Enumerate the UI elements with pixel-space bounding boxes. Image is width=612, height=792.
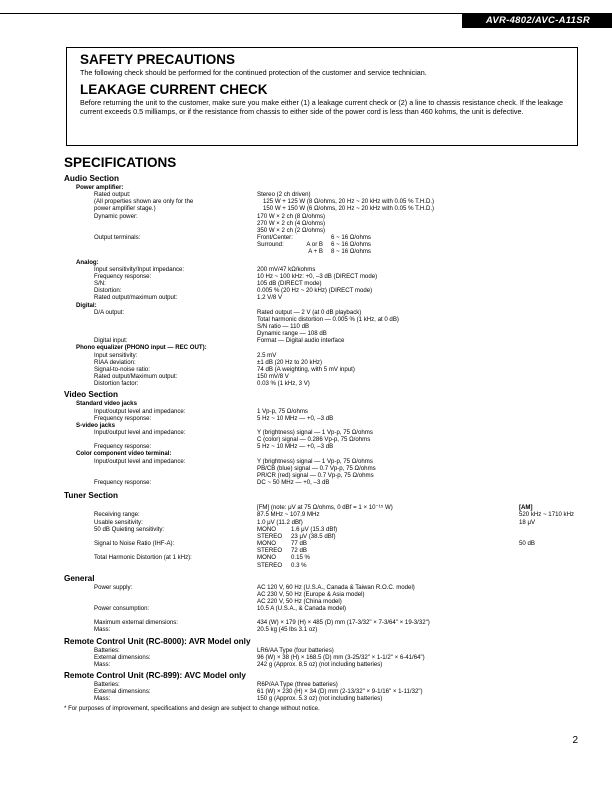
spec-row: Frequency response: DC ~ 50 MHz — +0, –3 dB — [94, 479, 330, 487]
video-heading: Video Section — [64, 390, 118, 400]
leakage-text: Before returning the unit to the customer, make sure you make either (1) a leakage current check or (2) a line to chassis resistance check. If the leakage current exceeds 0.5 milliamps, or if the resistance from chassis to either side of the power cord is less than 460 kohms, the unit is defective. — [80, 97, 564, 116]
spec-row: Input/output level and impedance: Y (brightness) signal — 1 Vp-p, 75 Ω/ohms — [94, 457, 373, 465]
spec-row: Rated output/maximum output: 1.2 V/8 V — [94, 294, 283, 302]
spec-row: Input sensitivity: 2.5 mV — [94, 351, 277, 359]
phono-subheading: Phono equalizer (PHONO input — REC OUT): — [76, 344, 207, 352]
spec-row: power amplifier stage.) 150 W + 150 W (6 Ω/ohms, 20 Hz ~ 20 kHz with 0.05 % T.H.D.) — [94, 205, 435, 213]
spec-row: Mass: 242 g (Approx. 8.5 oz) (not including batteries) — [94, 660, 383, 668]
safety-box — [66, 47, 578, 146]
spec-row: AC 220 V, 50 Hz (China model) — [257, 597, 342, 605]
leakage-title: LEAKAGE CURRENT CHECK — [80, 81, 268, 97]
spec-row: Batteries: R6P/AA Type (three batteries) — [94, 681, 338, 689]
spec-row: Distortion factor: 0.03 % (1 kHz, 3 V) — [94, 380, 310, 388]
spec-row: Frequency response: 10 Hz ~ 100 kHz: +0, –3 dB (DIRECT mode) — [94, 272, 378, 280]
page-number: 2 — [572, 735, 578, 746]
svideo-subheading: S-video jacks — [76, 421, 115, 429]
component-subheading: Color component video terminal: — [76, 450, 172, 458]
spec-row: S/N: 105 dB (DIRECT mode) — [94, 280, 322, 288]
spec-row: D/A output: Rated output — 2 V (at 0 dB playback) — [94, 308, 362, 316]
spec-row: Usable sensitivity: 1.0 μV (11.2 dBf) 18 μV — [94, 518, 536, 526]
spec-row: Input/output level and impedance: Y (brightness) signal — 1 Vp-p, 75 Ω/ohms — [94, 429, 373, 436]
spec-row: Power supply: AC 120 V, 60 Hz (U.S.A., Canada & Taiwan R.O.C. model) — [94, 583, 415, 591]
rc8000-heading: Remote Control Unit (RC-8000): AVR Model only — [64, 636, 251, 646]
power-amp-subheading: Power amplifier: — [76, 184, 124, 191]
audio-heading: Audio Section — [64, 174, 120, 183]
std-video-subheading: Standard video jacks — [76, 400, 137, 408]
safety-text: The following check should be performed for the continued protection of the customer and service technician. — [80, 68, 427, 77]
spec-row: 270 W × 2 ch (4 Ω/ohms) — [257, 219, 326, 227]
specifications — [64, 154, 584, 712]
spec-row: STEREO 23 μV (38.5 dBf) — [257, 532, 336, 540]
safety-title: SAFETY PRECAUTIONS — [80, 52, 236, 67]
spec-row: Batteries: LR6/AA Type (four batteries) — [94, 646, 334, 654]
spec-row: Dynamic range — 108 dB — [257, 330, 327, 338]
spec-row: Power consumption: 10.5 A (U.S.A., & Canada model) — [94, 605, 347, 613]
spec-row: [FM] (note: μV at 75 Ω/ohms, 0 dBf = 1 × 10⁻¹⁵ W) [AM] — [257, 504, 533, 512]
specs-title: SPECIFICATIONS — [64, 155, 177, 170]
spec-row: C (color) signal — 0.286 Vp-p, 75 Ω/ohms — [257, 436, 371, 444]
spec-row: Signal to Noise Ratio (IHF-A): MONO 77 dB 50 dB — [94, 540, 535, 548]
spec-row: Dynamic power: 170 W × 2 ch (8 Ω/ohms) — [94, 212, 326, 220]
footnote: * For purposes of improvement, specifications and design are subject to change without notice. — [64, 704, 320, 712]
spec-row: External dimensions: 61 (W) × 230 (H) × 34 (D) mm (2-13/32" × 9-1/16" × 1-11/32") — [94, 688, 423, 696]
spec-row: Frequency response: 5 Hz ~ 10 MHz — +0, –3 dB — [94, 443, 334, 451]
spec-row: Receiving range: 87.5 MHz ~ 107.9 MHz 520 kHz ~ 1710 kHz — [94, 511, 575, 519]
tuner-heading: Tuner Section — [64, 491, 118, 501]
spec-row: Maximum external dimensions: 434 (W) × 179 (H) × 485 (D) mm (17-3/32" × 7-3/64" × 19-3/32") — [94, 619, 430, 627]
spec-row: Total harmonic distortion — 0.005 % (1 kHz, at 0 dB) — [257, 315, 399, 323]
spec-row: S/N ratio — 110 dB — [257, 322, 310, 330]
spec-row: Input sensitivity/Input impedance: 200 mV/47 kΩ/kohms — [94, 265, 316, 273]
spec-row: A + B 8 ~ 16 Ω/ohms — [308, 248, 371, 256]
spec-row: RIAA deviation: ±1 dB (20 Hz to 20 kHz) — [94, 358, 322, 366]
spec-row: STEREO 0.3 % — [257, 561, 307, 569]
spec-row: Output terminals: Front/Center: 6 ~ 16 Ω/ohms — [94, 234, 371, 242]
spec-row: Digital input: Format — Digital audio interface — [94, 337, 345, 345]
spec-row: PB/CB (blue) signal — 0.7 Vp-p, 75 Ω/ohms — [257, 464, 376, 472]
spec-row: Total Harmonic Distortion (at 1 kHz): MONO 0.15 % — [94, 554, 310, 562]
spec-row: Distortion: 0.005 % (20 Hz ~ 20 kHz) (DIRECT mode) — [94, 287, 373, 295]
spec-row: Rated output/Maximum output: 150 mV/8 V — [94, 373, 289, 381]
spec-row: Frequency response: 5 Hz ~ 10 MHz — +0, –3 dB — [94, 414, 334, 422]
spec-row: External dimensions: 96 (W) × 38 (H) × 168.5 (D) mm (3-25/32" × 1-1/2" × 6-41/64") — [94, 653, 425, 661]
digital-subheading: Digital: — [76, 301, 97, 309]
analog-subheading: Analog: — [76, 258, 99, 266]
spec-row: Mass: 150 g (Approx. 5.3 oz) (not including batteries) — [94, 695, 383, 703]
spec-row: Surround: A or B 6 ~ 16 Ω/ohms — [257, 241, 371, 249]
spec-row: STEREO 72 dB — [257, 547, 307, 555]
general-heading: General — [64, 573, 95, 583]
spec-row: 50 dB Quieting sensitivity: MONO 1.6 μV (15.3 dBf) — [94, 525, 338, 533]
rc899-heading: Remote Control Unit (RC-899): AVC Model only — [64, 671, 246, 681]
spec-row: Input/output level and impedance: 1 Vp-p, 75 Ω/ohms — [94, 407, 308, 415]
spec-row: Rated output: Stereo (2 ch driven) — [94, 191, 311, 199]
spec-row: (All properties shown are only for the 125 W + 125 W (8 Ω/ohms, 20 Hz ~ 20 kHz with 0.05 % T.H.D.) — [94, 198, 435, 206]
model-header: AVR-4802/AVC-A11SR — [462, 13, 612, 28]
spec-row: PR/CR (red) signal — 0.7 Vp-p, 75 Ω/ohms — [257, 471, 374, 479]
spec-row: Mass: 20.5 kg (45 lbs 3.1 oz) — [94, 626, 318, 634]
spec-row: AC 230 V, 50 Hz (Europe & Asia model) — [257, 590, 365, 598]
spec-row: 350 W × 2 ch (2 Ω/ohms) — [257, 226, 326, 234]
spec-row: Signal-to-noise ratio: 74 dB (A weighting, with 5 mV input) — [94, 365, 355, 373]
